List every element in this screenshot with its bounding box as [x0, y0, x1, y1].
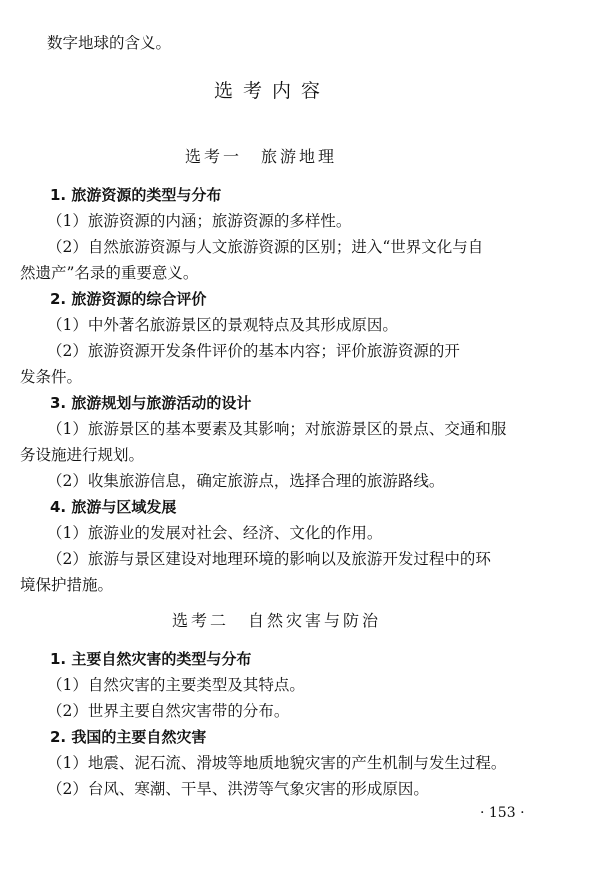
section-1-item-4-heading: 4. 旅游与区域发展 [50, 498, 177, 516]
section-1-title: 选考一 旅游地理 [185, 147, 338, 166]
section-1-item-1-line-2: （2）自然旅游资源与人文旅游资源的区别；进入“世界文化与自 [47, 238, 484, 256]
section-1-item-2-line-2: （2）旅游资源开发条件评价的基本内容；评价旅游资源的开 [47, 342, 460, 360]
section-2-item-2-line-1: （1）地震、泥石流、滑坡等地质地貌灾害的产生机制与发生过程。 [47, 754, 507, 772]
section-2-item-1-line-2: （2）世界主要自然灾害带的分布。 [47, 702, 290, 720]
page-number: · 153 · [480, 805, 525, 821]
section-1-item-3-line-3: （2）收集旅游信息，确定旅游点，选择合理的旅游路线。 [47, 472, 445, 490]
section-1-item-4-line-1: （1）旅游业的发展对社会、经济、文化的作用。 [47, 524, 383, 542]
section-1-item-1-heading: 1. 旅游资源的类型与分布 [50, 186, 222, 204]
section-1-item-2-line-3: 发条件。 [20, 368, 83, 386]
section-1-item-1-line-3: 然遗产”名录的重要意义。 [20, 264, 199, 282]
section-1-item-4-line-2: （2）旅游与景区建设对地理环境的影响以及旅游开发过程中的环 [47, 550, 491, 568]
main-title: 选考内容 [214, 80, 331, 102]
section-2-item-1-line-1: （1）自然灾害的主要类型及其特点。 [47, 676, 305, 694]
section-1-item-2-heading: 2. 旅游资源的综合评价 [50, 290, 207, 308]
section-2-item-2-line-2: （2）台风、寒潮、干旱、洪涝等气象灾害的形成原因。 [47, 780, 429, 798]
section-2-item-1-heading: 1. 主要自然灾害的类型与分布 [50, 650, 252, 668]
section-2-title: 选考二 自然灾害与防治 [172, 611, 382, 630]
intro-line: 数字地球的含义。 [47, 34, 172, 52]
section-2-item-2-heading: 2. 我国的主要自然灾害 [50, 728, 207, 746]
section-1-item-3-line-1: （1）旅游景区的基本要素及其影响；对旅游景区的景点、交通和服 [47, 420, 507, 438]
section-1-item-3-line-2: 务设施进行规划。 [20, 446, 145, 464]
section-1-item-1-line-1: （1）旅游资源的内涵；旅游资源的多样性。 [47, 212, 352, 230]
section-1-item-4-line-3: 境保护措施。 [20, 576, 114, 594]
section-1-item-2-line-1: （1）中外著名旅游景区的景观特点及其形成原因。 [47, 316, 398, 334]
section-1-item-3-heading: 3. 旅游规划与旅游活动的设计 [50, 394, 252, 412]
